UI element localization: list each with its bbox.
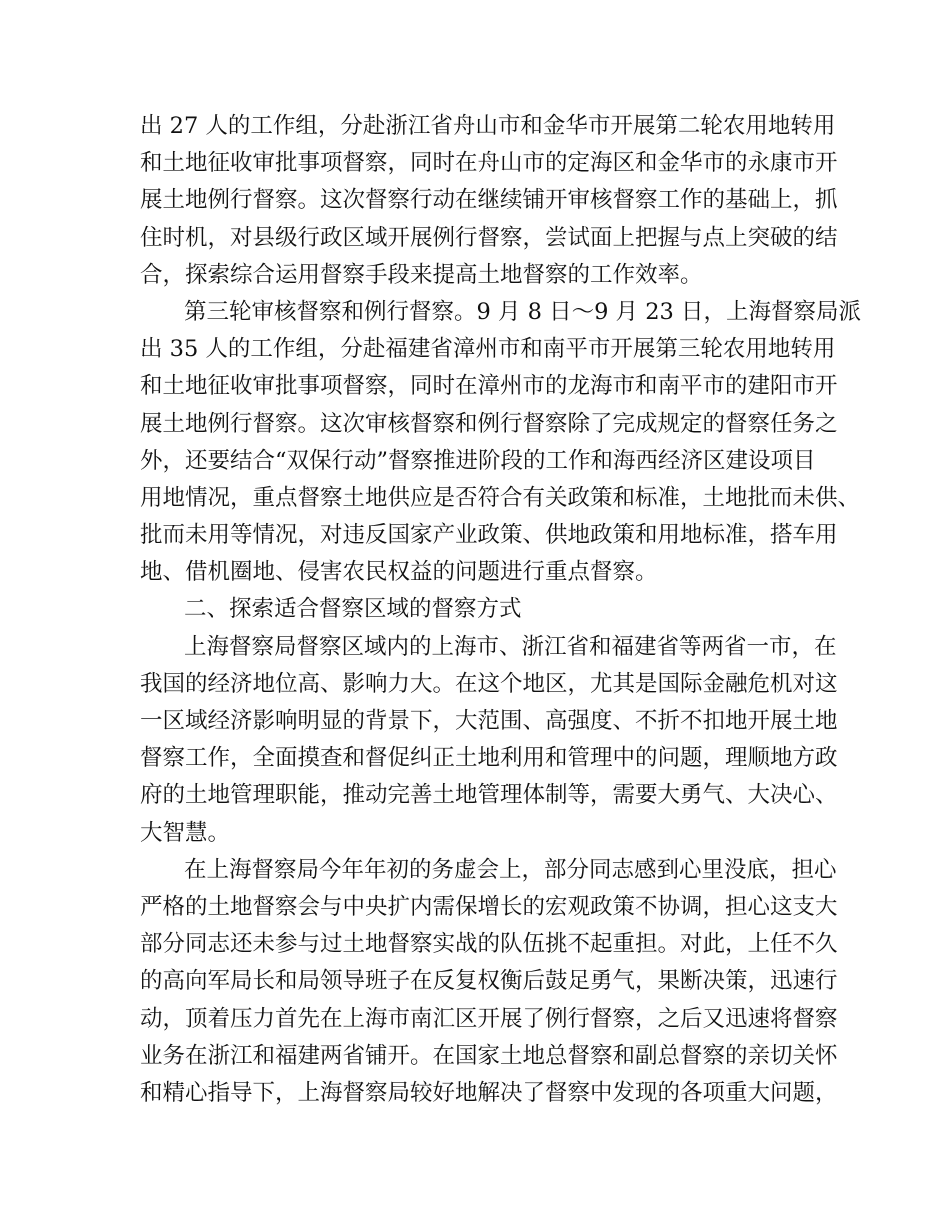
text-line: 部分同志还未参与过土地督察实战的队伍挑不起重担。对此，上任不久 bbox=[140, 931, 838, 958]
text-line: 我国的经济地位高、影响力大。在这个地区，尤其是国际金融危机对这 bbox=[140, 670, 838, 697]
paragraph-start-line: 第三轮审核督察和例行督察。9 月 8 日～9 月 23 日，上海督察局派 bbox=[184, 298, 861, 325]
text-line: 和精心指导下，上海督察局较好地解决了督察中发现的各项重大问题， bbox=[140, 1079, 838, 1106]
text-line: 用地情况，重点督察土地供应是否符合有关政策和标准，土地批而未供、 bbox=[140, 484, 861, 511]
text-line: 的高向军局长和局领导班子在反复权衡后鼓足勇气，果断决策，迅速行 bbox=[140, 968, 838, 995]
text-line: 和土地征收审批事项督察，同时在漳州市的龙海市和南平市的建阳市开 bbox=[140, 373, 838, 400]
text-line: 出 35 人的工作组，分赴福建省漳州市和南平市开展第三轮农用地转用 bbox=[140, 336, 836, 363]
paragraph-start-line: 上海督察局督察区域内的上海市、浙江省和福建省等两省一市，在 bbox=[184, 633, 837, 660]
text-line: 业务在浙江和福建两省铺开。在国家土地总督察和副总督察的亲切关怀 bbox=[140, 1042, 838, 1069]
text-line: 外，还要结合“双保行动”督察推进阶段的工作和海西经济区建设项目 bbox=[140, 447, 816, 474]
paragraph-start-line: 在上海督察局今年年初的务虚会上，部分同志感到心里没底，担心 bbox=[184, 856, 837, 883]
text-line: 一区域经济影响明显的背景下，大范围、高强度、不折不扣地开展土地 bbox=[140, 708, 838, 734]
text-line: 出 27 人的工作组，分赴浙江省舟山市和金华市开展第二轮农用地转用 bbox=[140, 113, 836, 139]
text-line: 动，顶着压力首先在上海市南汇区开展了例行督察，之后又迅速将督察 bbox=[140, 1005, 838, 1032]
text-line: 展土地例行督察。这次督察行动在继续铺开审核督察工作的基础上，抓 bbox=[140, 187, 838, 214]
text-line: 府的土地管理职能，推动完善土地管理体制等，需要大勇气、大决心、 bbox=[140, 782, 838, 809]
text-line: 严格的土地督察会与中央扩内需保增长的宏观政策不协调，担心这支大 bbox=[140, 893, 838, 920]
text-line: 批而未用等情况，对违反国家产业政策、供地政策和用地标准，搭车用 bbox=[140, 522, 838, 549]
text-line: 住时机，对县级行政区域开展例行督察，尝试面上把握与点上突破的结 bbox=[140, 224, 838, 251]
body-text bbox=[140, 108, 861, 1112]
text-line: 地、借机圈地、侵害农民权益的问题进行重点督察。 bbox=[140, 559, 658, 586]
text-line: 展土地例行督察。这次审核督察和例行督察除了完成规定的督察任务之 bbox=[140, 410, 838, 437]
section-heading: 二、探索适合督察区域的督察方式 bbox=[184, 596, 522, 623]
text-line: 和土地征收审批事项督察，同时在舟山市的定海区和金华市的永康市开 bbox=[140, 150, 838, 177]
text-line: 合，探索综合运用督察手段来提高土地督察的工作效率。 bbox=[140, 261, 703, 288]
text-line: 督察工作，全面摸查和督促纠正土地利用和管理中的问题，理顺地方政 bbox=[140, 745, 838, 772]
text-line: 大智慧。 bbox=[140, 819, 231, 846]
